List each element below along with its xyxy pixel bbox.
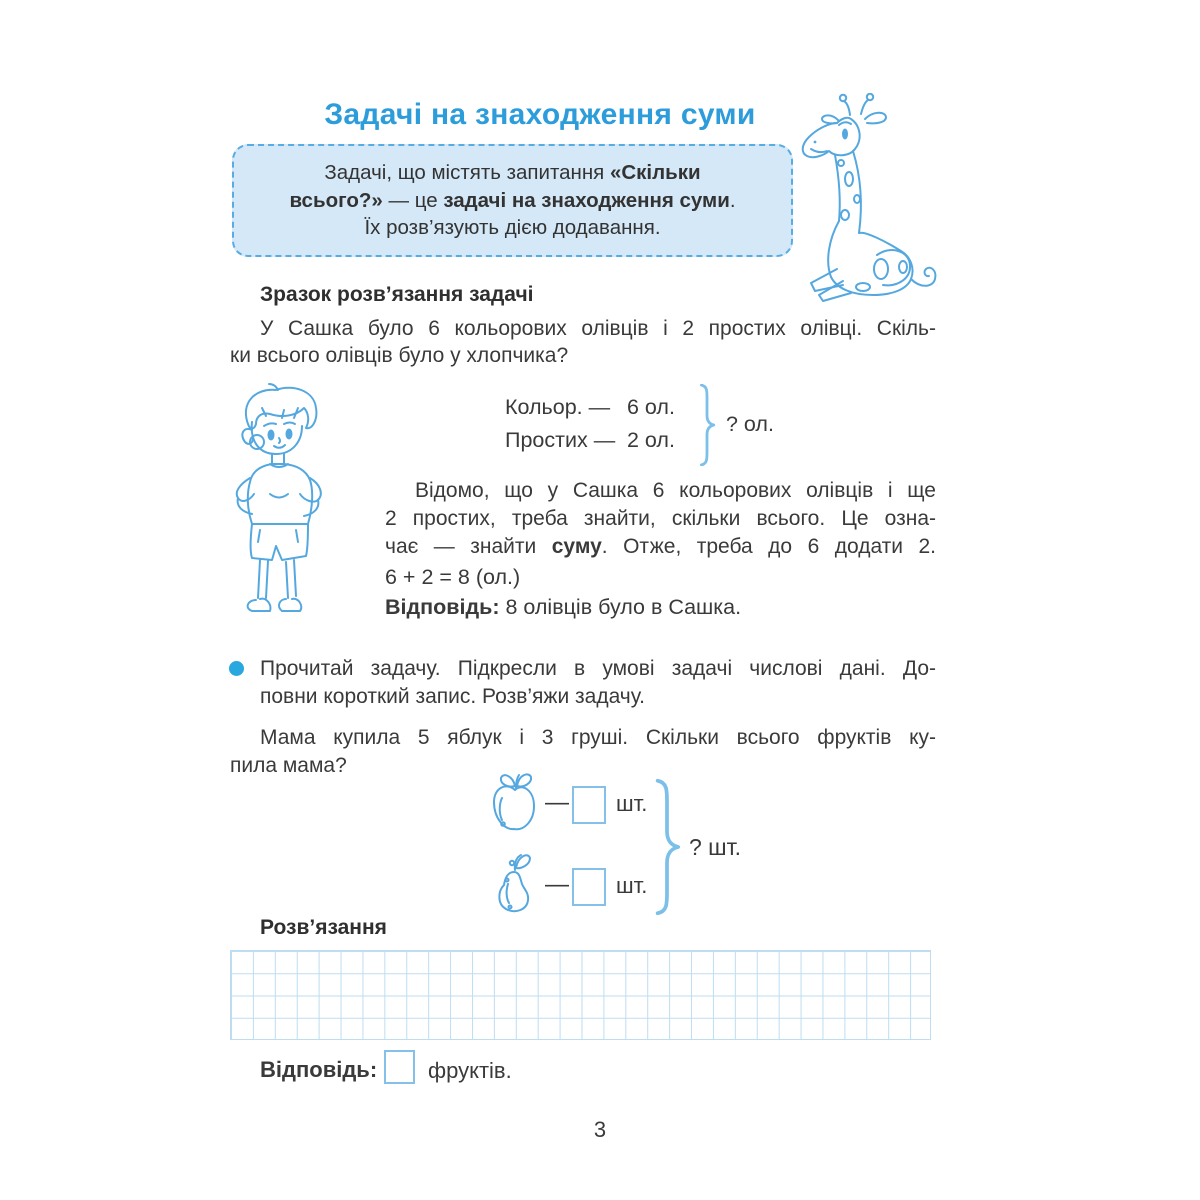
short-record-row: [505, 424, 675, 457]
page-title: Задачі на знаходження суми: [324, 98, 756, 131]
row-value: 2 ол.: [627, 428, 675, 452]
rule-line: всього?» — це задачі на знаходження суми.: [289, 188, 736, 212]
boy-illustration: [226, 382, 334, 630]
answer-box: [384, 1050, 415, 1084]
fruit-record-total: ? шт.: [689, 834, 742, 860]
task-instruction: [260, 655, 936, 711]
row-label: Простих —: [505, 428, 616, 452]
task-problem-line: Мама купила 5 яблук і 3 груші. Скільки всього фруктів ку-: [260, 726, 936, 749]
record-dash: —: [545, 789, 569, 816]
sample-equation: 6 + 2 = 8 (ол.): [385, 565, 521, 589]
row-value: 6 ол.: [627, 395, 675, 419]
sample-explanation: [385, 477, 936, 561]
answer-suffix: фруктів.: [428, 1058, 512, 1083]
task-problem-line: пила мама?: [230, 754, 347, 777]
apple-count-box: [572, 786, 606, 824]
sample-heading: Зразок розв’язання задачі: [260, 283, 534, 306]
explanation-line: Відомо, що у Сашка 6 кольорових олівців і ще: [415, 479, 936, 502]
record-unit: шт.: [616, 873, 648, 898]
curly-brace-icon: [694, 384, 720, 466]
instruction-line: повни короткий запис. Розв’яжи задачу.: [260, 685, 645, 708]
rule-line: Задачі, що містять запитання «Скільки: [324, 161, 701, 185]
page-number: 3: [593, 1117, 607, 1142]
curly-brace-icon: [653, 778, 681, 916]
apple-icon: [488, 772, 540, 834]
explanation-line: чає — знайти суму. Отже, треба до 6 додати 2.: [385, 535, 937, 558]
instruction-line: Прочитай задачу. Підкресли в умові задачі числові дані. До-: [260, 657, 936, 680]
giraffe-illustration: [793, 93, 943, 305]
rule-line: Їх розв’язують дією додавання.: [364, 216, 661, 240]
explanation-line: 2 простих, треба знайти, скільки всього. Це озна-: [385, 507, 936, 530]
sample-problem-line: У Сашка було 6 кольорових олівців і 2 простих олівці. Скіль-: [260, 317, 936, 340]
sample-problem: [230, 315, 936, 369]
answer-label: Відповідь:: [260, 1057, 378, 1082]
task-bullet-icon: [229, 661, 244, 676]
row-label: Кольор. —: [505, 395, 611, 419]
short-record-total: ? ол.: [726, 412, 774, 436]
sample-short-record: [505, 391, 675, 457]
short-record-row: [505, 391, 675, 424]
pear-icon: [491, 850, 537, 914]
solution-heading: Розв’язання: [260, 916, 387, 939]
sample-problem-line: ки всього олівців було у хлопчика?: [230, 344, 569, 367]
solution-grid: [230, 950, 931, 1040]
task-problem: [230, 724, 936, 780]
sample-answer: Відповідь: 8 олівців було в Сашка.: [385, 595, 742, 619]
record-unit: шт.: [616, 791, 648, 816]
rule-info-box: [232, 144, 793, 257]
record-dash: —: [545, 871, 569, 898]
pear-count-box: [572, 868, 606, 906]
